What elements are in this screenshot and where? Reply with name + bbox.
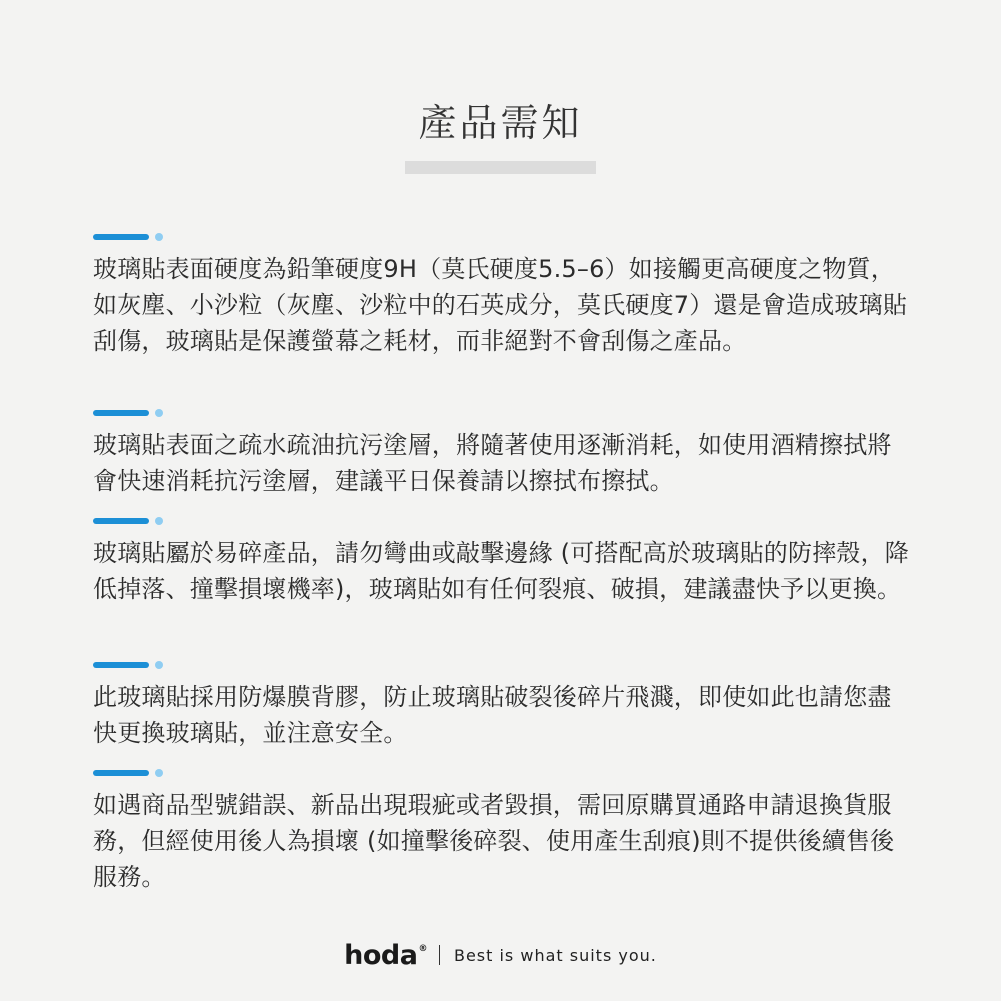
section-marker (93, 232, 913, 242)
notice-section-3 (93, 516, 913, 607)
marker-dot (155, 517, 163, 525)
notice-section-4 (93, 660, 913, 751)
footer (0, 938, 1001, 972)
page-title: 產品需知 (418, 101, 583, 145)
section-marker (93, 768, 913, 778)
marker-dot (155, 233, 163, 241)
notice-section-1 (93, 232, 913, 359)
section-marker (93, 660, 913, 670)
marker-dot (155, 409, 163, 417)
footer-slogan: Best is what suits you. (453, 945, 657, 965)
notice-text: 玻璃貼屬於易碎產品，請勿彎曲或敲擊邊緣 (可搭配高於玻璃貼的防摔殼，降低掉落、撞擊損壞機率)，玻璃貼如有任何裂痕、破損，建議盡快予以更換。 (93, 539, 909, 603)
marker-dash (93, 234, 149, 240)
marker-dash (93, 662, 149, 668)
notice-text: 如遇商品型號錯誤、新品出現瑕疵或者毀損，需回原購買通路申請退換貨服務，但經使用後人為損壞 (如撞擊後碎裂、使用產生刮痕)則不提供後續售後服務。 (93, 791, 895, 891)
title-underline-bar (405, 161, 596, 174)
marker-dash (93, 410, 149, 416)
footer-divider (439, 945, 440, 965)
marker-dot (155, 661, 163, 669)
notice-text: 此玻璃貼採用防爆膜背膠，防止玻璃貼破裂後碎片飛濺，即使如此也請您盡快更換玻璃貼，並注意安全。 (93, 683, 892, 747)
marker-dash (93, 518, 149, 524)
notice-text: 玻璃貼表面之疏水疏油抗污塗層，將隨著使用逐漸消耗，如使用酒精擦拭將會快速消耗抗污塗層，建議平日保養請以擦拭布擦拭。 (93, 431, 892, 495)
section-marker (93, 516, 913, 526)
section-marker (93, 408, 913, 418)
registered-mark: ® (418, 943, 427, 954)
notice-text: 玻璃貼表面硬度為鉛筆硬度9H（莫氏硬度5.5–6）如接觸更高硬度之物質，如灰塵、小沙粒（灰塵、沙粒中的石英成分，莫氏硬度7）還是會造成玻璃貼刮傷，玻璃貼是保護螢幕之耗材，而非絕對不會刮傷之產品。 (93, 255, 908, 355)
marker-dot (155, 769, 163, 777)
logo-text: hoda (344, 939, 418, 971)
notice-section-5 (93, 768, 913, 895)
marker-dash (93, 770, 149, 776)
notice-section-2 (93, 408, 913, 499)
hoda-logo (344, 940, 427, 971)
